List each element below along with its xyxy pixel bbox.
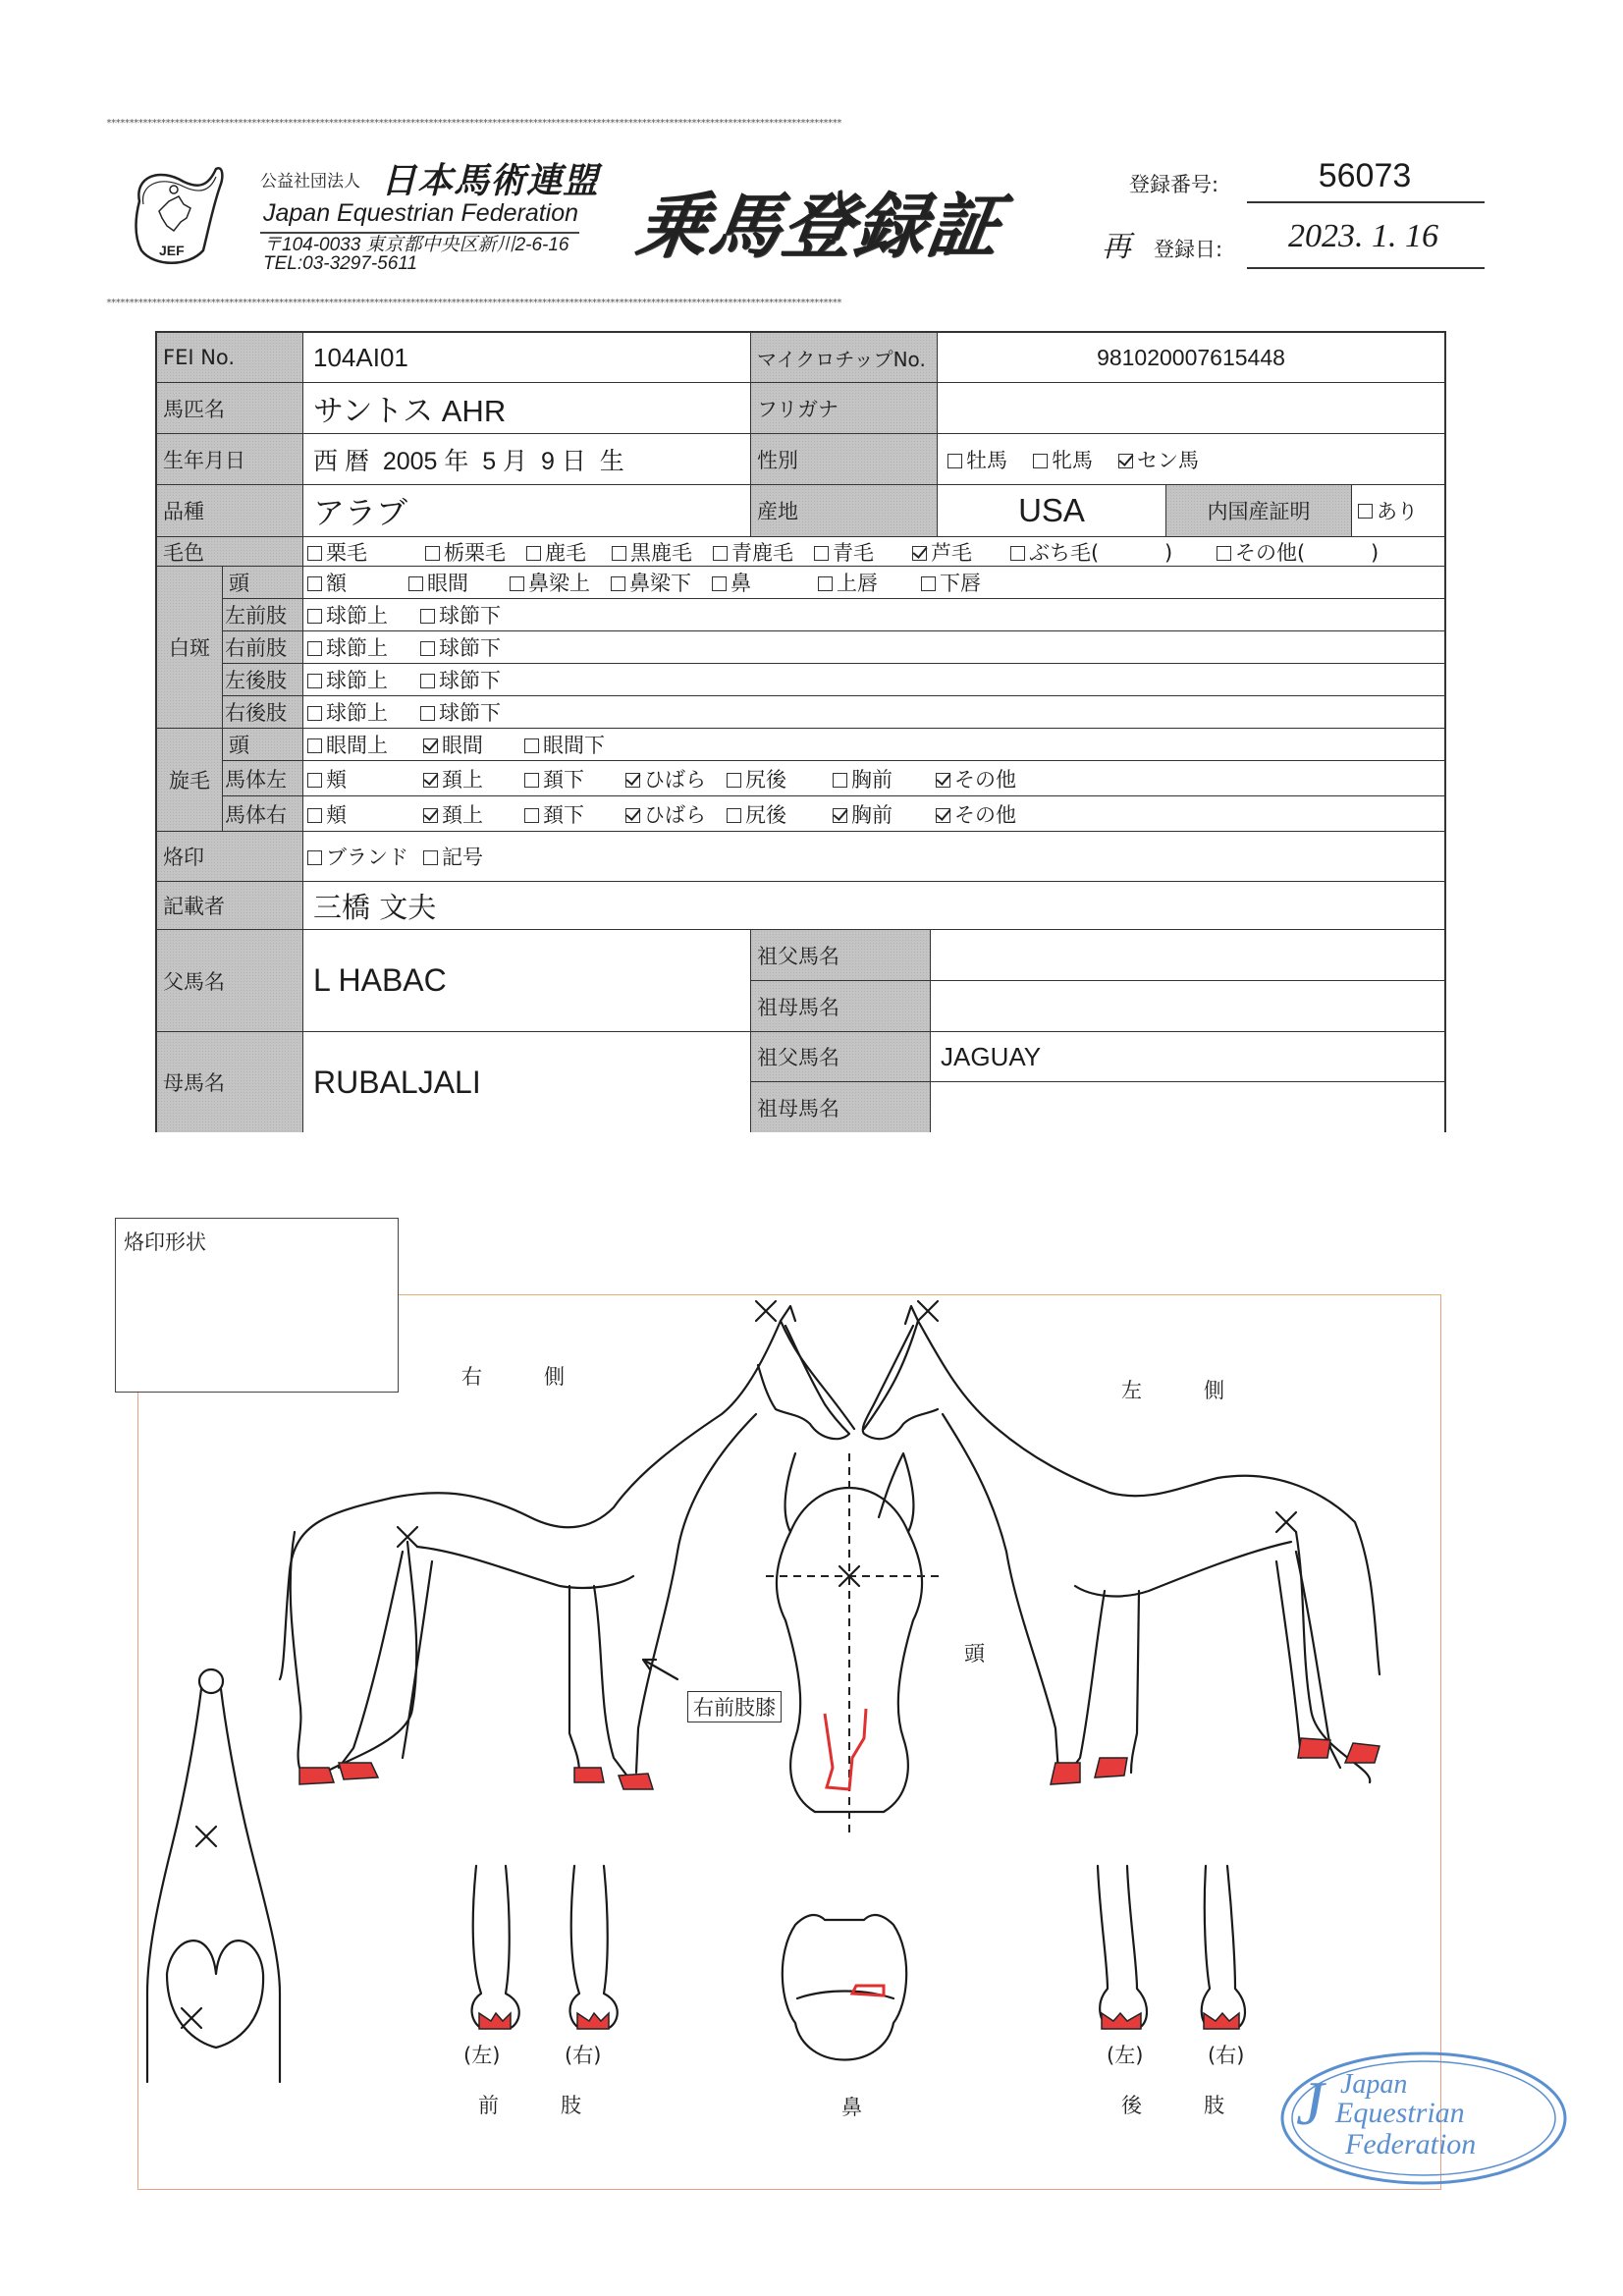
wm-right-fore-label: 右前肢 (223, 631, 303, 664)
whorl-option[interactable]: 尻後 (727, 799, 833, 829)
wm-option[interactable]: 下唇 (921, 568, 981, 597)
star-divider-bottom: ****************************************************************************************************************************************************************** (106, 298, 841, 308)
jef-logo-icon (130, 157, 228, 270)
whorl-option-checked[interactable]: その他 (936, 764, 1016, 793)
wm-option[interactable]: 球節上 (307, 697, 420, 727)
horse-head-front-icon (766, 1453, 943, 1836)
seal-line3: Federation (1345, 2128, 1477, 2160)
sire-grandsire-value (931, 930, 1444, 981)
coat-color-options (303, 537, 1444, 567)
wm-option[interactable]: 眼間 (408, 568, 510, 597)
whorl-option[interactable]: 胸前 (833, 764, 936, 793)
head-label: 頭 (964, 1642, 985, 1666)
hind-legs-icon (1098, 1866, 1245, 2029)
wm-option[interactable]: 球節上 (307, 600, 420, 629)
checkbox-checked-icon (1118, 454, 1133, 468)
sire-grandsire-label: 祖父馬名 (751, 930, 931, 981)
brand-options (303, 832, 1444, 882)
wm-option[interactable]: 上唇 (818, 568, 921, 597)
whorl-option[interactable]: 頚下 (524, 764, 625, 793)
coat-option[interactable]: 青毛 (814, 537, 912, 567)
recorder-label: 記載者 (157, 882, 303, 930)
whorl-option-checked[interactable]: ひばら (625, 799, 727, 829)
coat-color-label: 毛色 (157, 537, 303, 567)
sex-option-mare[interactable]: 牝馬 (1033, 445, 1093, 474)
wm-option[interactable]: 鼻 (712, 568, 818, 597)
hind-left-label: (左) (1107, 2044, 1144, 2067)
birth-date-label: 生年月日 (157, 434, 303, 485)
sex-label: 性別 (751, 434, 938, 485)
front-right-label: (右) (565, 2044, 602, 2067)
domestic-cert-label: 内国産証明 (1166, 485, 1352, 537)
jef-seal-stamp (1276, 2048, 1571, 2190)
org-name-ja: 日本馬術連盟 (381, 161, 600, 201)
re-registration-mark: 再 (1102, 231, 1131, 263)
org-name-en: Japan Equestrian Federation (263, 199, 579, 227)
origin-label: 産地 (751, 485, 938, 537)
coat-option-grey[interactable]: 芦毛 (912, 537, 1010, 567)
dam-label: 母馬名 (157, 1032, 303, 1132)
horse-left-side-icon (863, 1301, 1380, 1784)
seal-line2: Equestrian (1335, 2097, 1465, 2129)
registration-number: 56073 (1318, 157, 1412, 194)
fei-no-label: FEI No. (157, 333, 303, 383)
whorl-option-checked[interactable]: 眼間 (423, 730, 524, 759)
coat-option[interactable]: 栗毛 (307, 537, 425, 567)
white-markings-label: 白斑 (157, 567, 223, 729)
coat-option[interactable]: その他( ) (1217, 537, 1379, 567)
wm-left-hind-label: 左後肢 (223, 664, 303, 696)
document-title: 乗馬登録証 (631, 185, 1007, 267)
brand-shape-label: 烙印形状 (124, 1230, 206, 1254)
wm-option[interactable]: 球節下 (420, 665, 501, 694)
right-fore-knee-callout: 右前肢膝 (687, 1691, 782, 1722)
wm-option[interactable]: 球節上 (307, 665, 420, 694)
registration-date-underline (1247, 267, 1485, 269)
registration-number-underline (1247, 201, 1485, 203)
birth-date-value: 西 暦 2005 年 5 月 9 日 生 (303, 434, 751, 485)
sex-option-stallion[interactable]: 牡馬 (947, 445, 1007, 474)
microchip-label: マイクロチップNo. (751, 333, 938, 383)
sire-granddam-label: 祖母馬名 (751, 981, 931, 1032)
org-type: 公益社団法人 (260, 172, 360, 191)
wm-option[interactable]: 額 (307, 568, 408, 597)
coat-option[interactable]: 青鹿毛 (713, 537, 814, 567)
coat-option[interactable]: 黒鹿毛 (612, 537, 713, 567)
checkbox-icon (947, 454, 962, 468)
front-legs-label: 前 肢 (478, 2094, 581, 2117)
wm-head-options (303, 567, 1444, 599)
sex-option-gelding[interactable]: セン馬 (1118, 445, 1199, 474)
wm-option[interactable]: 球節下 (420, 632, 501, 662)
brand-label: 烙印 (157, 832, 303, 882)
dam-grandsire-label: 祖父馬名 (751, 1032, 931, 1082)
whorls-label: 旋毛 (157, 729, 223, 832)
horse-name-value: サントス AHR (303, 383, 751, 434)
furigana-label: フリガナ (751, 383, 938, 434)
horse-name-label: 馬匹名 (157, 383, 303, 434)
whorl-option[interactable]: 眼間上 (307, 730, 423, 759)
furigana-value (938, 383, 1444, 434)
whorl-option[interactable]: 頚下 (524, 799, 625, 829)
registration-date-label: 登録日: (1154, 238, 1223, 261)
breed-label: 品種 (157, 485, 303, 537)
dam-granddam-label: 祖母馬名 (751, 1082, 931, 1132)
wm-option[interactable]: 鼻梁上 (510, 568, 611, 597)
wm-left-fore-options (303, 599, 1444, 631)
dam-grandsire-value: JAGUAY (931, 1032, 1444, 1082)
coat-option[interactable]: 鹿毛 (526, 537, 612, 567)
whorl-body-left-label: 馬体左 (223, 761, 303, 796)
origin-value: USA (938, 485, 1166, 537)
wm-head-label: 頭 (223, 567, 303, 599)
horse-nose-icon (783, 1915, 906, 2060)
brand-option[interactable]: ブランド (307, 842, 423, 871)
whorl-option[interactable]: 尻後 (727, 764, 833, 793)
whorl-option-checked[interactable]: その他 (936, 799, 1016, 829)
seal-line1: Japan (1340, 2069, 1408, 2100)
front-left-label: (左) (463, 2044, 501, 2067)
whorl-head-options (303, 729, 1444, 761)
whorl-option[interactable]: 眼間下 (524, 730, 605, 759)
microchip-value: 981020007615448 (938, 333, 1444, 383)
front-legs-icon (472, 1866, 618, 2029)
brand-option[interactable]: 記号 (423, 842, 483, 871)
svg-text:JEF: JEF (159, 243, 185, 258)
horse-top-view-icon (147, 1669, 280, 2082)
left-side-label: 左 側 (1121, 1379, 1224, 1402)
whorl-option-checked[interactable]: 頚上 (423, 764, 524, 793)
horse-right-side-icon (280, 1301, 854, 1789)
whorl-option-checked[interactable]: ひばら (625, 764, 727, 793)
wm-option[interactable]: 鼻梁下 (611, 568, 712, 597)
sire-label: 父馬名 (157, 930, 303, 1032)
wm-right-hind-options (303, 696, 1444, 729)
checkbox-icon (1033, 454, 1048, 468)
wm-option[interactable]: 球節下 (420, 697, 501, 727)
whorl-body-right-label: 馬体右 (223, 796, 303, 832)
hind-right-label: (右) (1208, 2044, 1245, 2067)
whorl-option-checked[interactable]: 頚上 (423, 799, 524, 829)
seal-j-glyph: J (1296, 2068, 1325, 2138)
sire-value: L HABAC (303, 930, 751, 1032)
whorl-head-label: 頭 (223, 729, 303, 761)
wm-left-fore-label: 左前肢 (223, 599, 303, 631)
registration-date: 2023. 1. 16 (1288, 218, 1438, 254)
whorl-body-left-options (303, 761, 1444, 796)
whorl-option[interactable]: 頬 (307, 799, 423, 829)
wm-right-hind-label: 右後肢 (223, 696, 303, 729)
wm-right-fore-options (303, 631, 1444, 664)
right-side-label: 右 側 (461, 1365, 565, 1389)
org-divider (260, 232, 579, 234)
wm-option[interactable]: 球節下 (420, 600, 501, 629)
whorl-option[interactable]: 頬 (307, 764, 423, 793)
whorl-option-checked[interactable]: 胸前 (833, 799, 936, 829)
sex-options (938, 434, 1444, 485)
dam-granddam-value (931, 1082, 1444, 1132)
star-divider-top: ****************************************************************************************************************************************************************** (106, 118, 841, 129)
breed-value: アラブ (303, 485, 751, 537)
whorl-body-right-options (303, 796, 1444, 832)
domestic-cert-option[interactable]: あり (1352, 485, 1444, 537)
org-tel: TEL:03-3297-5611 (263, 253, 418, 274)
recorder-value: 三橋 文夫 (303, 882, 1444, 930)
fei-no-value: 104AI01 (303, 333, 751, 383)
wm-option[interactable]: 球節上 (307, 632, 420, 662)
org-address: 〒104-0033 東京都中央区新川2-6-16 (263, 235, 569, 255)
coat-option[interactable]: ぶち毛( ) (1010, 537, 1217, 567)
coat-option[interactable]: 栃栗毛 (425, 537, 526, 567)
registration-number-label: 登録番号: (1129, 173, 1219, 196)
registration-table (155, 331, 1446, 1132)
wm-left-hind-options (303, 664, 1444, 696)
hind-legs-label: 後 肢 (1121, 2094, 1224, 2117)
checkbox-icon (1358, 504, 1373, 519)
sire-granddam-value (931, 981, 1444, 1032)
dam-value: RUBALJALI (303, 1032, 751, 1132)
nose-label: 鼻 (841, 2096, 862, 2119)
